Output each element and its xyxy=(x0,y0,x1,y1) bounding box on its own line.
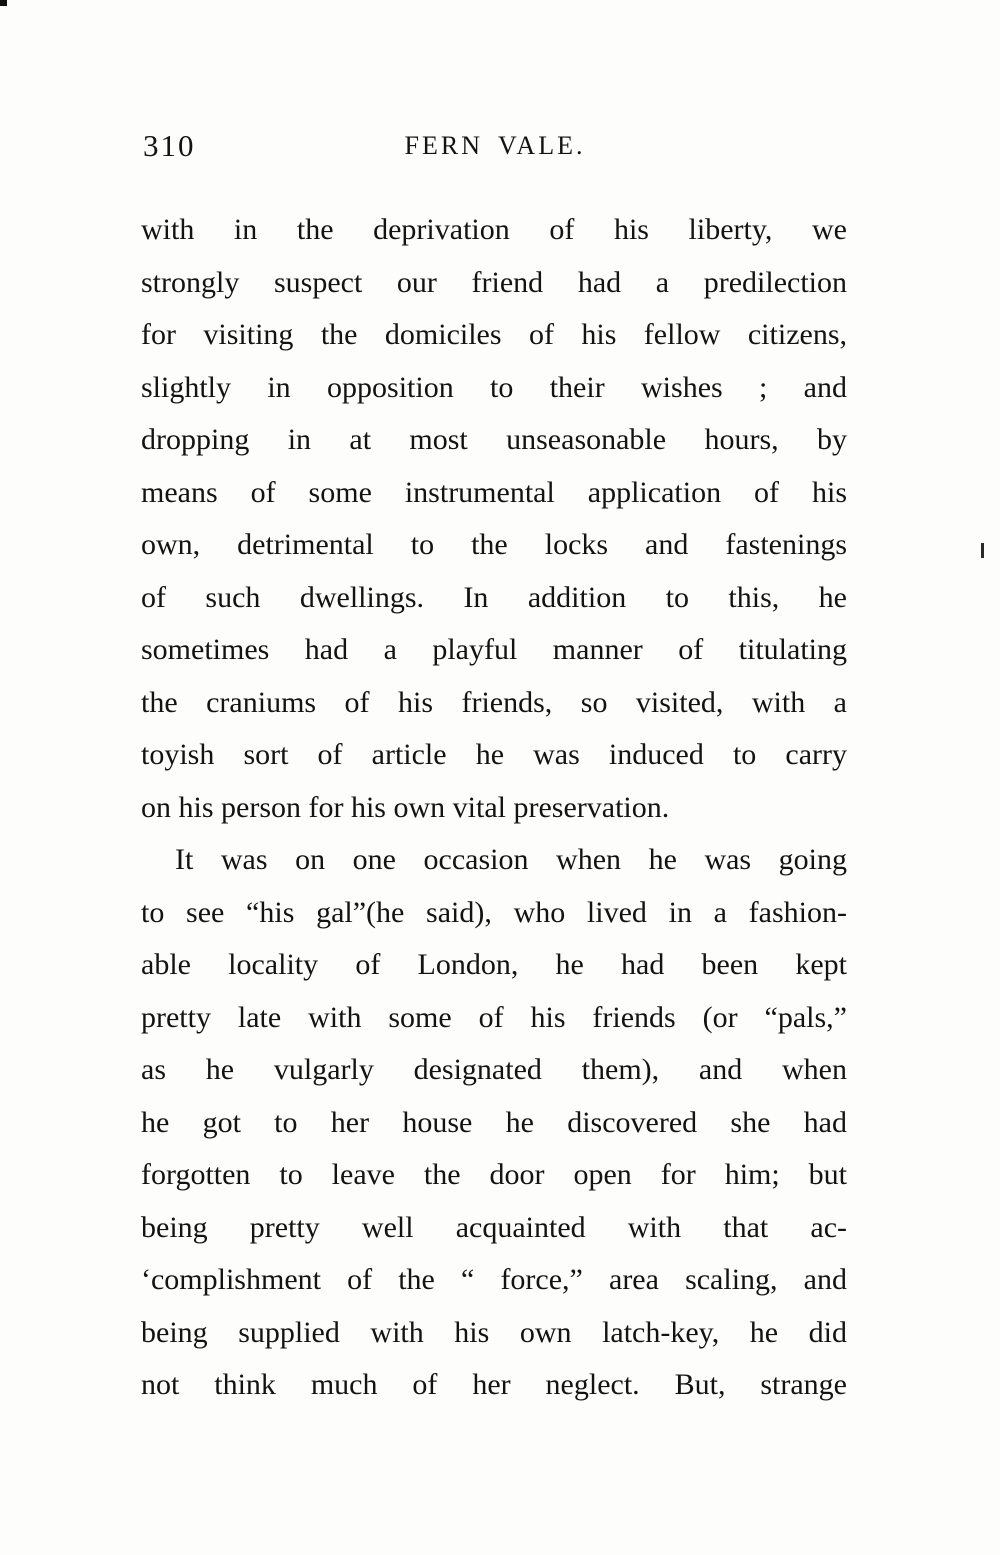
text-line: means of some instrumental application of his xyxy=(141,475,847,509)
page-number: 310 xyxy=(143,128,196,163)
text-line: not think much of her neglect. But, strange xyxy=(141,1368,847,1401)
text-line: It was on one occasion when he was going xyxy=(175,843,847,876)
text-line: able locality of London, he had been kept xyxy=(141,948,847,981)
text-line: being pretty well acquainted with that ac- xyxy=(141,1210,847,1244)
text-line: dropping in at most unseasonable hours, by xyxy=(141,423,847,456)
running-header: FERN VALE. xyxy=(404,131,586,160)
scan-corner-artifact xyxy=(0,0,7,6)
text-line: slightly in opposition to their wishes ; and xyxy=(141,370,847,404)
text-line: own, detrimental to the locks and fastenings xyxy=(141,528,847,561)
text-line: he got to her house he discovered she had xyxy=(141,1105,847,1139)
text-line: strongly suspect our friend had a predilection xyxy=(141,265,847,299)
text-line: forgotten to leave the door open for him; but xyxy=(141,1158,847,1191)
text-line: of such dwellings. In addition to this, he xyxy=(141,580,847,614)
text-line: the craniums of his friends, so visited, with a xyxy=(141,685,847,719)
text-line: toyish sort of article he was induced to carry xyxy=(141,738,847,771)
text-line: sometimes had a playful manner of titulating xyxy=(141,633,847,666)
text-line: being supplied with his own latch-key, he did xyxy=(141,1315,847,1349)
text-line: to see “his gal”(he said), who lived in a fashion- xyxy=(141,895,847,929)
page-header xyxy=(143,126,847,166)
text-line: as he vulgarly designated them), and when xyxy=(141,1053,847,1086)
scan-edge-artifact xyxy=(981,543,984,558)
text-line: ‘complishment of the “ force,” area scaling, and xyxy=(141,1263,847,1296)
page-body xyxy=(141,204,847,1412)
text-line: for visiting the domiciles of his fellow citizens, xyxy=(141,318,847,351)
text-line: with in the deprivation of his liberty, we xyxy=(141,213,847,246)
text-line: on his person for his own vital preservation. xyxy=(141,790,670,824)
text-line: pretty late with some of his friends (or “pals,” xyxy=(141,1000,847,1034)
